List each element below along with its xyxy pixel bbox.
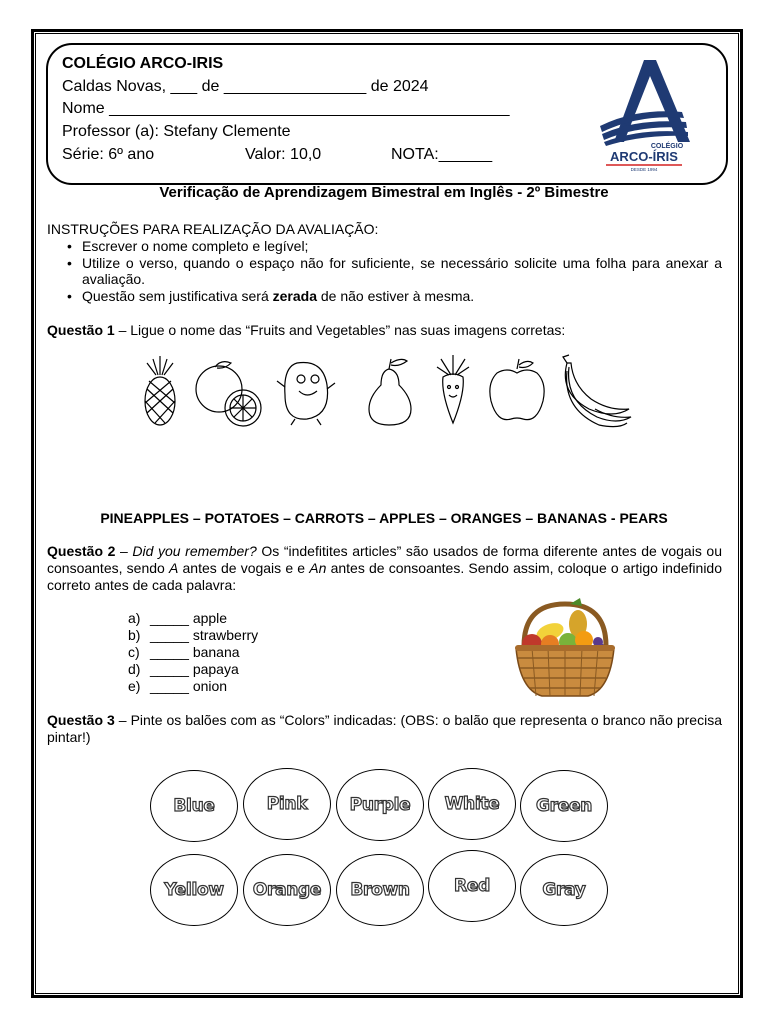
q2-option[interactable]: e) _____ onion: [128, 678, 228, 694]
serie-label: Série: 6º ano: [62, 146, 155, 163]
balloon-brown[interactable]: Brown: [336, 854, 424, 926]
bananas-icon: [563, 355, 631, 427]
q2-option[interactable]: c) _____ banana: [128, 644, 240, 660]
date-line: Caldas Novas, ___ de ________________ de 2024: [62, 78, 429, 95]
pear-icon: [369, 359, 411, 425]
q2-option[interactable]: a) _____ apple: [128, 610, 228, 626]
balloon-blue[interactable]: Blue: [150, 770, 238, 842]
balloon-orange[interactable]: Orange: [243, 854, 331, 926]
balloon-purple[interactable]: Purple: [336, 769, 424, 841]
instruction-item: • Questão sem justificativa será zerada de não estiver à mesma.: [64, 288, 722, 305]
balloon-green[interactable]: Green: [520, 770, 608, 842]
nota-label: NOTA:______: [391, 146, 493, 163]
teacher-line: Professor (a): Stefany Clemente: [62, 123, 291, 140]
pineapple-icon: [145, 356, 175, 425]
potato-icon: [277, 362, 335, 425]
fruit-basket-image: [510, 598, 620, 700]
carrot-icon: [437, 355, 469, 423]
school-logo: [596, 56, 692, 174]
color-balloons: [148, 766, 610, 936]
q1-word-list: PINEAPPLES – POTATOES – CARROTS – APPLES – ORANGES – BANANAS - PEARS: [100, 510, 668, 526]
instruction-item: • Utilize o verso, quando o espaço não for suficiente, se necessário solicite uma folha para anexar a avaliação.: [64, 255, 722, 288]
orange-icon: [196, 362, 261, 426]
question-1: Questão 1 – Ligue o nome das “Fruits and Vegetables” nas suas imagens corretas:: [47, 322, 566, 338]
balloon-red[interactable]: Red: [428, 850, 516, 922]
q2-options: [128, 610, 258, 695]
exam-title: Verificação de Aprendizagem Bimestral em Inglês - 2º Bimestre: [159, 184, 609, 201]
instructions-list: [64, 238, 722, 304]
logo-line1: COLÉGIO: [650, 143, 684, 150]
apple-icon: [490, 359, 544, 420]
instructions-title: INSTRUÇÕES PARA REALIZAÇÃO DA AVALIAÇÃO:: [47, 221, 379, 237]
instruction-item: • Escrever o nome completo e legível;: [64, 238, 722, 255]
school-name: COLÉGIO ARCO-IRIS: [62, 55, 224, 72]
fruit-images: [135, 353, 635, 428]
balloon-gray[interactable]: Gray: [520, 854, 608, 926]
logo-line3: DESDE 1994: [630, 167, 658, 172]
name-line: Nome _____________________________________________: [62, 100, 510, 117]
question-3: Questão 3 – Pinte os balões com as “Colors” indicadas: (OBS: o balão que representa o branco não precisa pintar!): [47, 712, 722, 745]
balloon-yellow[interactable]: Yellow: [150, 854, 238, 926]
q2-option[interactable]: b) _____ strawberry: [128, 627, 259, 643]
logo-line2: ARCO-ÍRIS: [610, 149, 678, 164]
valor-label: Valor: 10,0: [245, 146, 322, 163]
q2-option[interactable]: d) _____ papaya: [128, 661, 239, 677]
balloon-white[interactable]: White: [428, 768, 516, 840]
balloon-pink[interactable]: Pink: [243, 768, 331, 840]
question-2: Questão 2 – Did you remember? Os “indefitites articles” são usados de forma diferente antes de vogais ou consoantes, sendo A antes de vogais e e An antes de consoantes. Sendo assim, coloque o artigo indefinido correto antes de cada palavra:: [47, 543, 723, 593]
